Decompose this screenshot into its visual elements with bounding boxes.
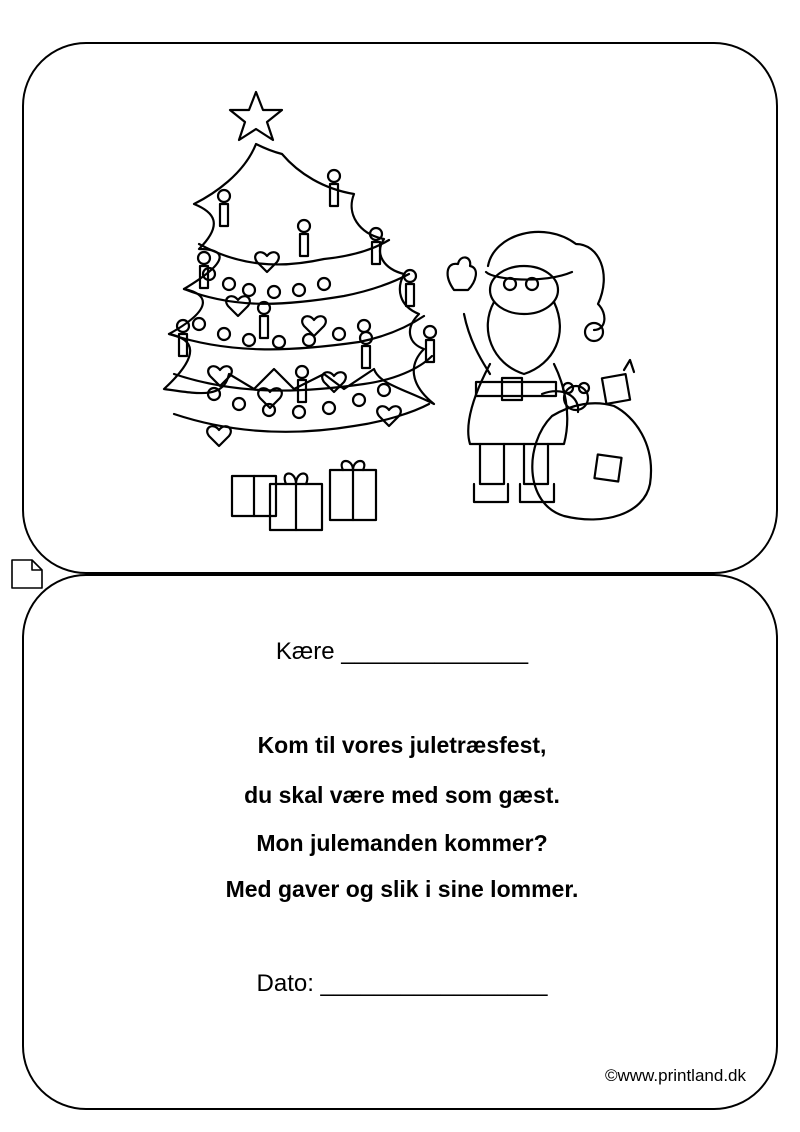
page-fold-icon <box>8 556 48 592</box>
greeting-line: Kære ______________ <box>275 638 529 665</box>
star-icon <box>230 92 282 140</box>
invitation-panel <box>22 574 778 1110</box>
copyright-credit: ©www.printland.dk <box>604 1066 746 1085</box>
santa-claus-icon <box>448 232 651 520</box>
verse-line-4: Med gaver og slik i sine lommer. <box>225 876 579 902</box>
date-line: Dato: _________________ <box>256 970 548 997</box>
illustration-panel <box>22 42 778 574</box>
gift-boxes <box>232 461 376 530</box>
christmas-tree-icon <box>164 92 436 530</box>
verse-line-1: Kom til vores juletræsfest, <box>257 732 547 758</box>
waving-hand <box>448 257 476 290</box>
verse-line-3: Mon julemanden kommer? <box>256 830 548 856</box>
garland <box>193 268 390 418</box>
verse-line-2: du skal være med som gæst. <box>244 782 560 808</box>
christmas-illustration <box>24 44 780 576</box>
